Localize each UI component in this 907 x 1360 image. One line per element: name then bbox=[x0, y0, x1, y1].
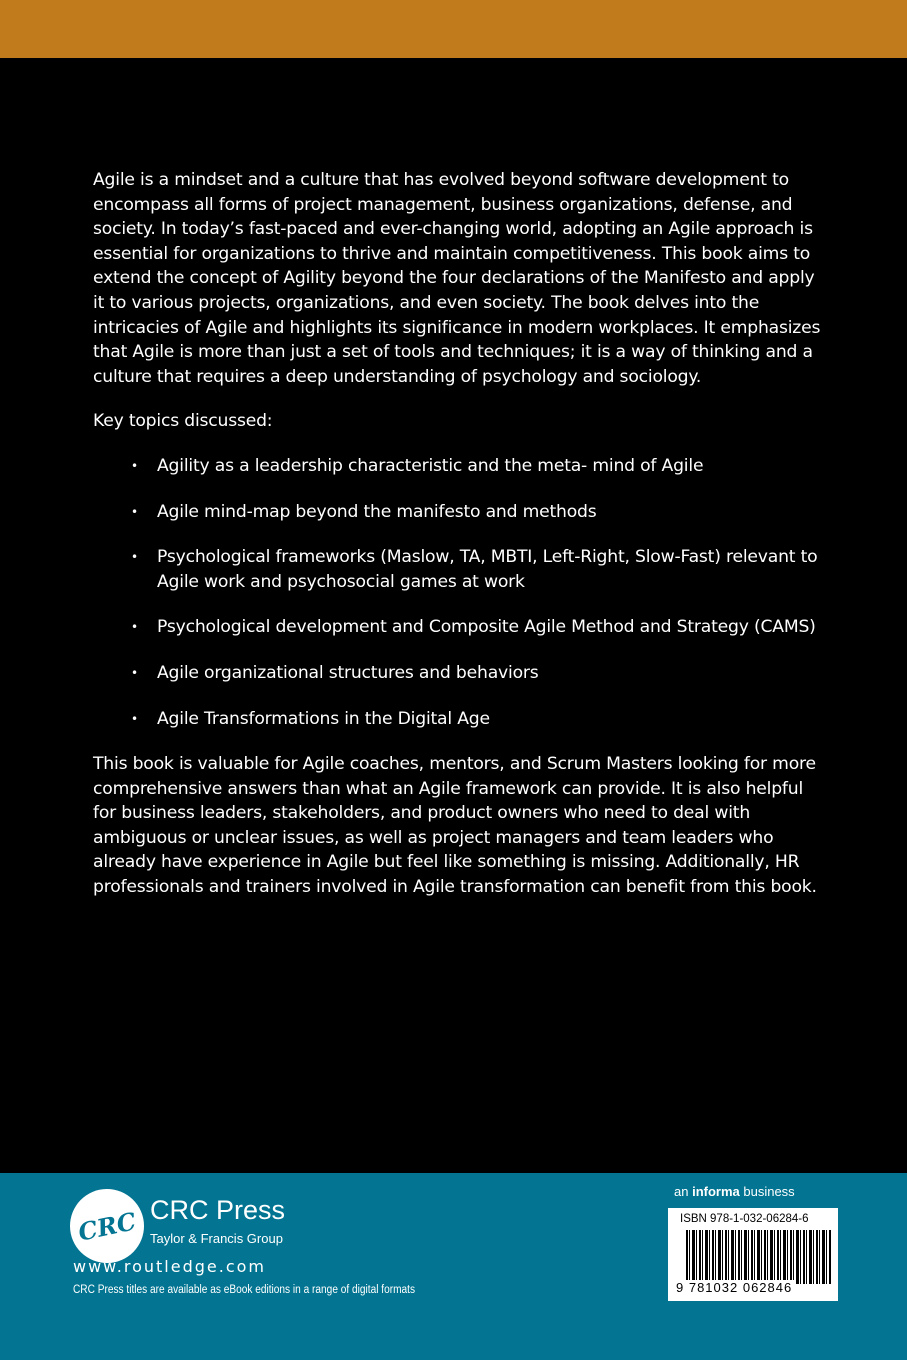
informa-bold: informa bbox=[692, 1184, 740, 1199]
list-item bbox=[93, 454, 823, 479]
list-item bbox=[93, 545, 823, 594]
ebook-note: CRC Press titles are available as eBook editions in a range of digital formats bbox=[73, 1284, 416, 1296]
intro-paragraph: Agile is a mindset and a culture that has evolved beyond software development to encompass all forms of project management, business organizations, defense, and society. In today’s fast-paced and ever-changing world, adopting an Agile approach is essential for organizations to thrive and maintain competitiveness. This book aims to extend the concept of Agility beyond the four declarations of the Manifesto and apply it to various projects, organizations, and even society. The book delves into the intricacies of Agile and highlights its significance in modern workplaces. It emphasizes that Agile is more than just a set of tools and techniques; it is a way of thinking and a culture that requires a deep understanding of psychology and sociology. bbox=[93, 170, 821, 387]
bullet-icon: • bbox=[131, 711, 138, 726]
list-item bbox=[93, 615, 823, 640]
bullet-icon: • bbox=[131, 620, 138, 635]
publisher-name: CRC Press bbox=[150, 1195, 286, 1225]
crc-logo: CRC bbox=[63, 1182, 151, 1270]
publisher-footer bbox=[0, 1173, 907, 1360]
list-item bbox=[93, 500, 823, 525]
topic-text: Psychological frameworks (Maslow, TA, MBTI, Left-Right, Slow-Fast) relevant to Agile work and psychosocial games at work bbox=[157, 547, 818, 592]
barcode-digits: 9 781032 062846 bbox=[676, 1280, 793, 1295]
isbn-barcode bbox=[668, 1208, 838, 1301]
publisher-group: Taylor & Francis Group bbox=[150, 1231, 283, 1246]
informa-tagline bbox=[674, 1184, 795, 1199]
topic-text: Agile organizational structures and behaviors bbox=[157, 662, 539, 683]
bullet-icon: • bbox=[131, 504, 138, 519]
back-cover-text bbox=[93, 168, 823, 920]
topic-text: Agility as a leadership characteristic and the meta- mind of Agile bbox=[157, 455, 704, 476]
topic-text: Agile Transformations in the Digital Age bbox=[157, 708, 490, 729]
topic-text: Psychological development and Composite Agile Method and Strategy (CAMS) bbox=[157, 617, 816, 638]
informa-suffix: business bbox=[739, 1184, 795, 1199]
barcode-icon bbox=[686, 1230, 832, 1284]
topic-text: Agile mind-map beyond the manifesto and methods bbox=[157, 501, 597, 522]
topics-heading: Key topics discussed: bbox=[93, 411, 273, 432]
audience-paragraph: This book is valuable for Agile coaches, mentors, and Scrum Masters looking for more comprehensive answers than what an Agile framework can provide. It is also helpful for business leaders, stakeholders, and product owners who need to deal with ambiguous or unclear issues, as well as project managers and team leaders who already have experience in Agile but feel like something is missing. Additionally, HR professionals and trainers involved in Agile transformation can benefit from this book. bbox=[93, 754, 817, 898]
topics-list bbox=[93, 454, 823, 731]
bullet-icon: • bbox=[131, 665, 138, 680]
publisher-url: www.routledge.com bbox=[73, 1257, 267, 1276]
informa-prefix: an bbox=[674, 1184, 693, 1199]
bullet-icon: • bbox=[131, 550, 138, 565]
isbn-text: ISBN 978-1-032-06284-6 bbox=[680, 1213, 809, 1225]
bullet-icon: • bbox=[131, 458, 138, 473]
list-item bbox=[93, 661, 823, 686]
top-color-band bbox=[0, 0, 907, 58]
list-item bbox=[93, 707, 823, 732]
